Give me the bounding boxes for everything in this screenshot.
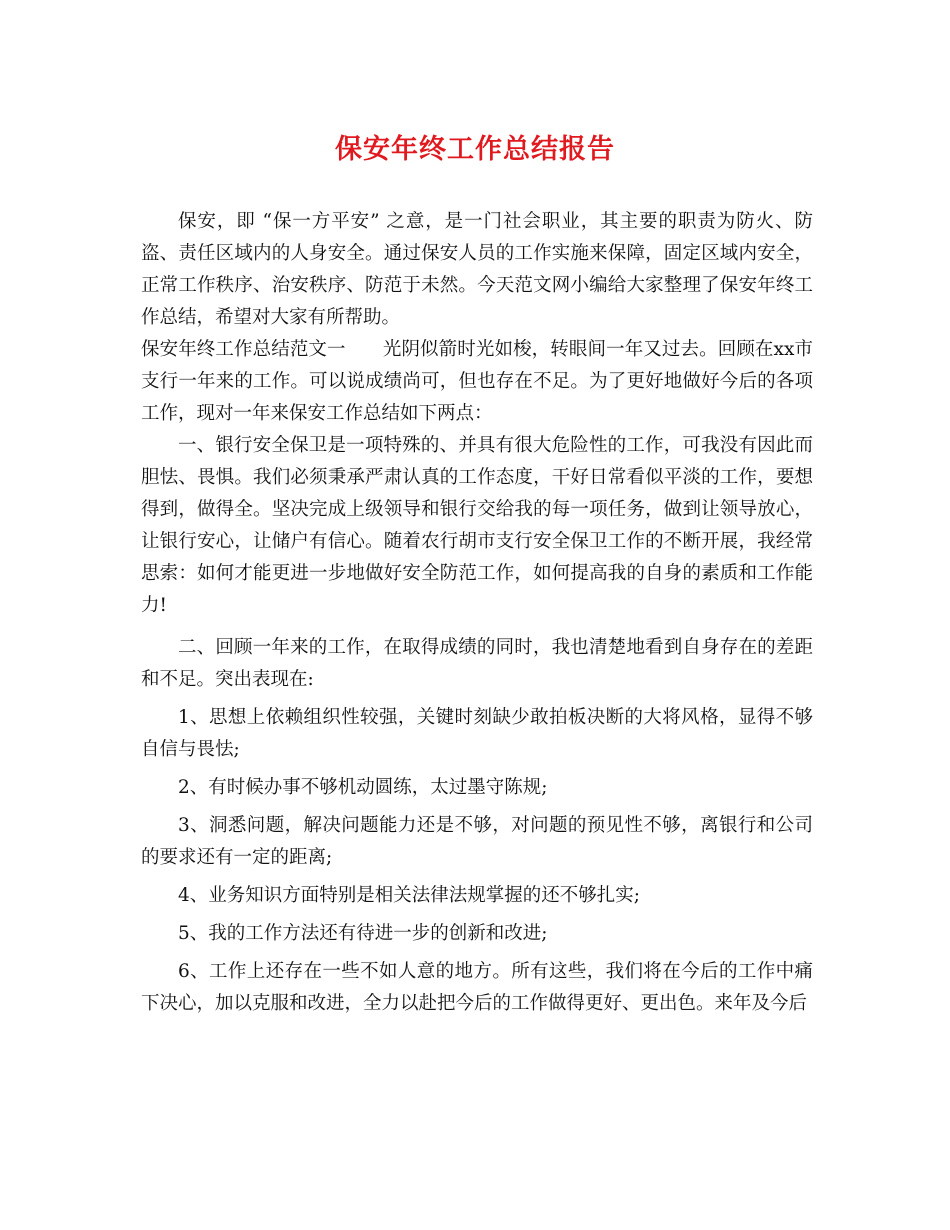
document-body [141, 206, 813, 1020]
list-item: 5、我的工作方法还有待进一步的创新和改进; [178, 923, 548, 944]
list-item: 6、工作上还存在一些不如人意的地方。所有这些，我们将在今后的工作中痛下决心，加以克服和改进，全力以赴把今后的工作做得更好、更出色。来年及今后 [141, 961, 813, 1014]
document-title: 保安年终工作总结报告 [335, 134, 615, 165]
list-item: 4、业务知识方面特别是相关法律法规掌握的还不够扎实; [178, 885, 641, 906]
section-one-paragraph: 一、银行安全保卫是一项特殊的、并具有很大危险性的工作，可我没有因此而胆怯、畏惧。我们必须秉承严肃认真的工作态度，干好日常看似平淡的工作，要想得到，做得全。坚决完成上级领导和银行交给我的每一项任务，做到让领导放心，让银行安心，让储户有信心。随着农行胡市支行安全保卫工作的不断开展，我经常思索：如何才能更进一步地做好安全防范工作，如何提高我的自身的素质和工作能力! [141, 435, 813, 616]
section-two-paragraph: 二、回顾一年来的工作，在取得成绩的同时，我也清楚地看到自身存在的差距和不足。突出表现在: [141, 637, 813, 690]
list-item: 2、有时候办事不够机动圆练，太过墨守陈规; [178, 777, 548, 798]
intro-paragraph: 保安，即 “保一方平安” 之意，是一门社会职业，其主要的职责为防火、防盗、责任区域内的人身安全。通过保安人员的工作实施来保障，固定区域内安全，正常工作秩序、治安秩序、防范于未然。今天范文网小编给大家整理了保安年终工作总结，希望对大家有所帮助。 [141, 211, 813, 328]
list-item: 1、思想上依赖组织性较强，关键时刻缺少敢拍板决断的大将风格，显得不够自信与畏怯; [141, 707, 813, 760]
sample-heading-paragraph: 保安年终工作总结范文一 光阴似箭时光如梭，转眼间一年又过去。回顾在xx市支行一年来的工作。可以说成绩尚可，但也存在不足。为了更好地做好今后的各项工作，现对一年来保安工作总结如下两点： [141, 339, 813, 424]
list-item: 3、洞悉问题，解决问题能力还是不够，对问题的预见性不够，离银行和公司的要求还有一定的距离; [141, 815, 813, 868]
